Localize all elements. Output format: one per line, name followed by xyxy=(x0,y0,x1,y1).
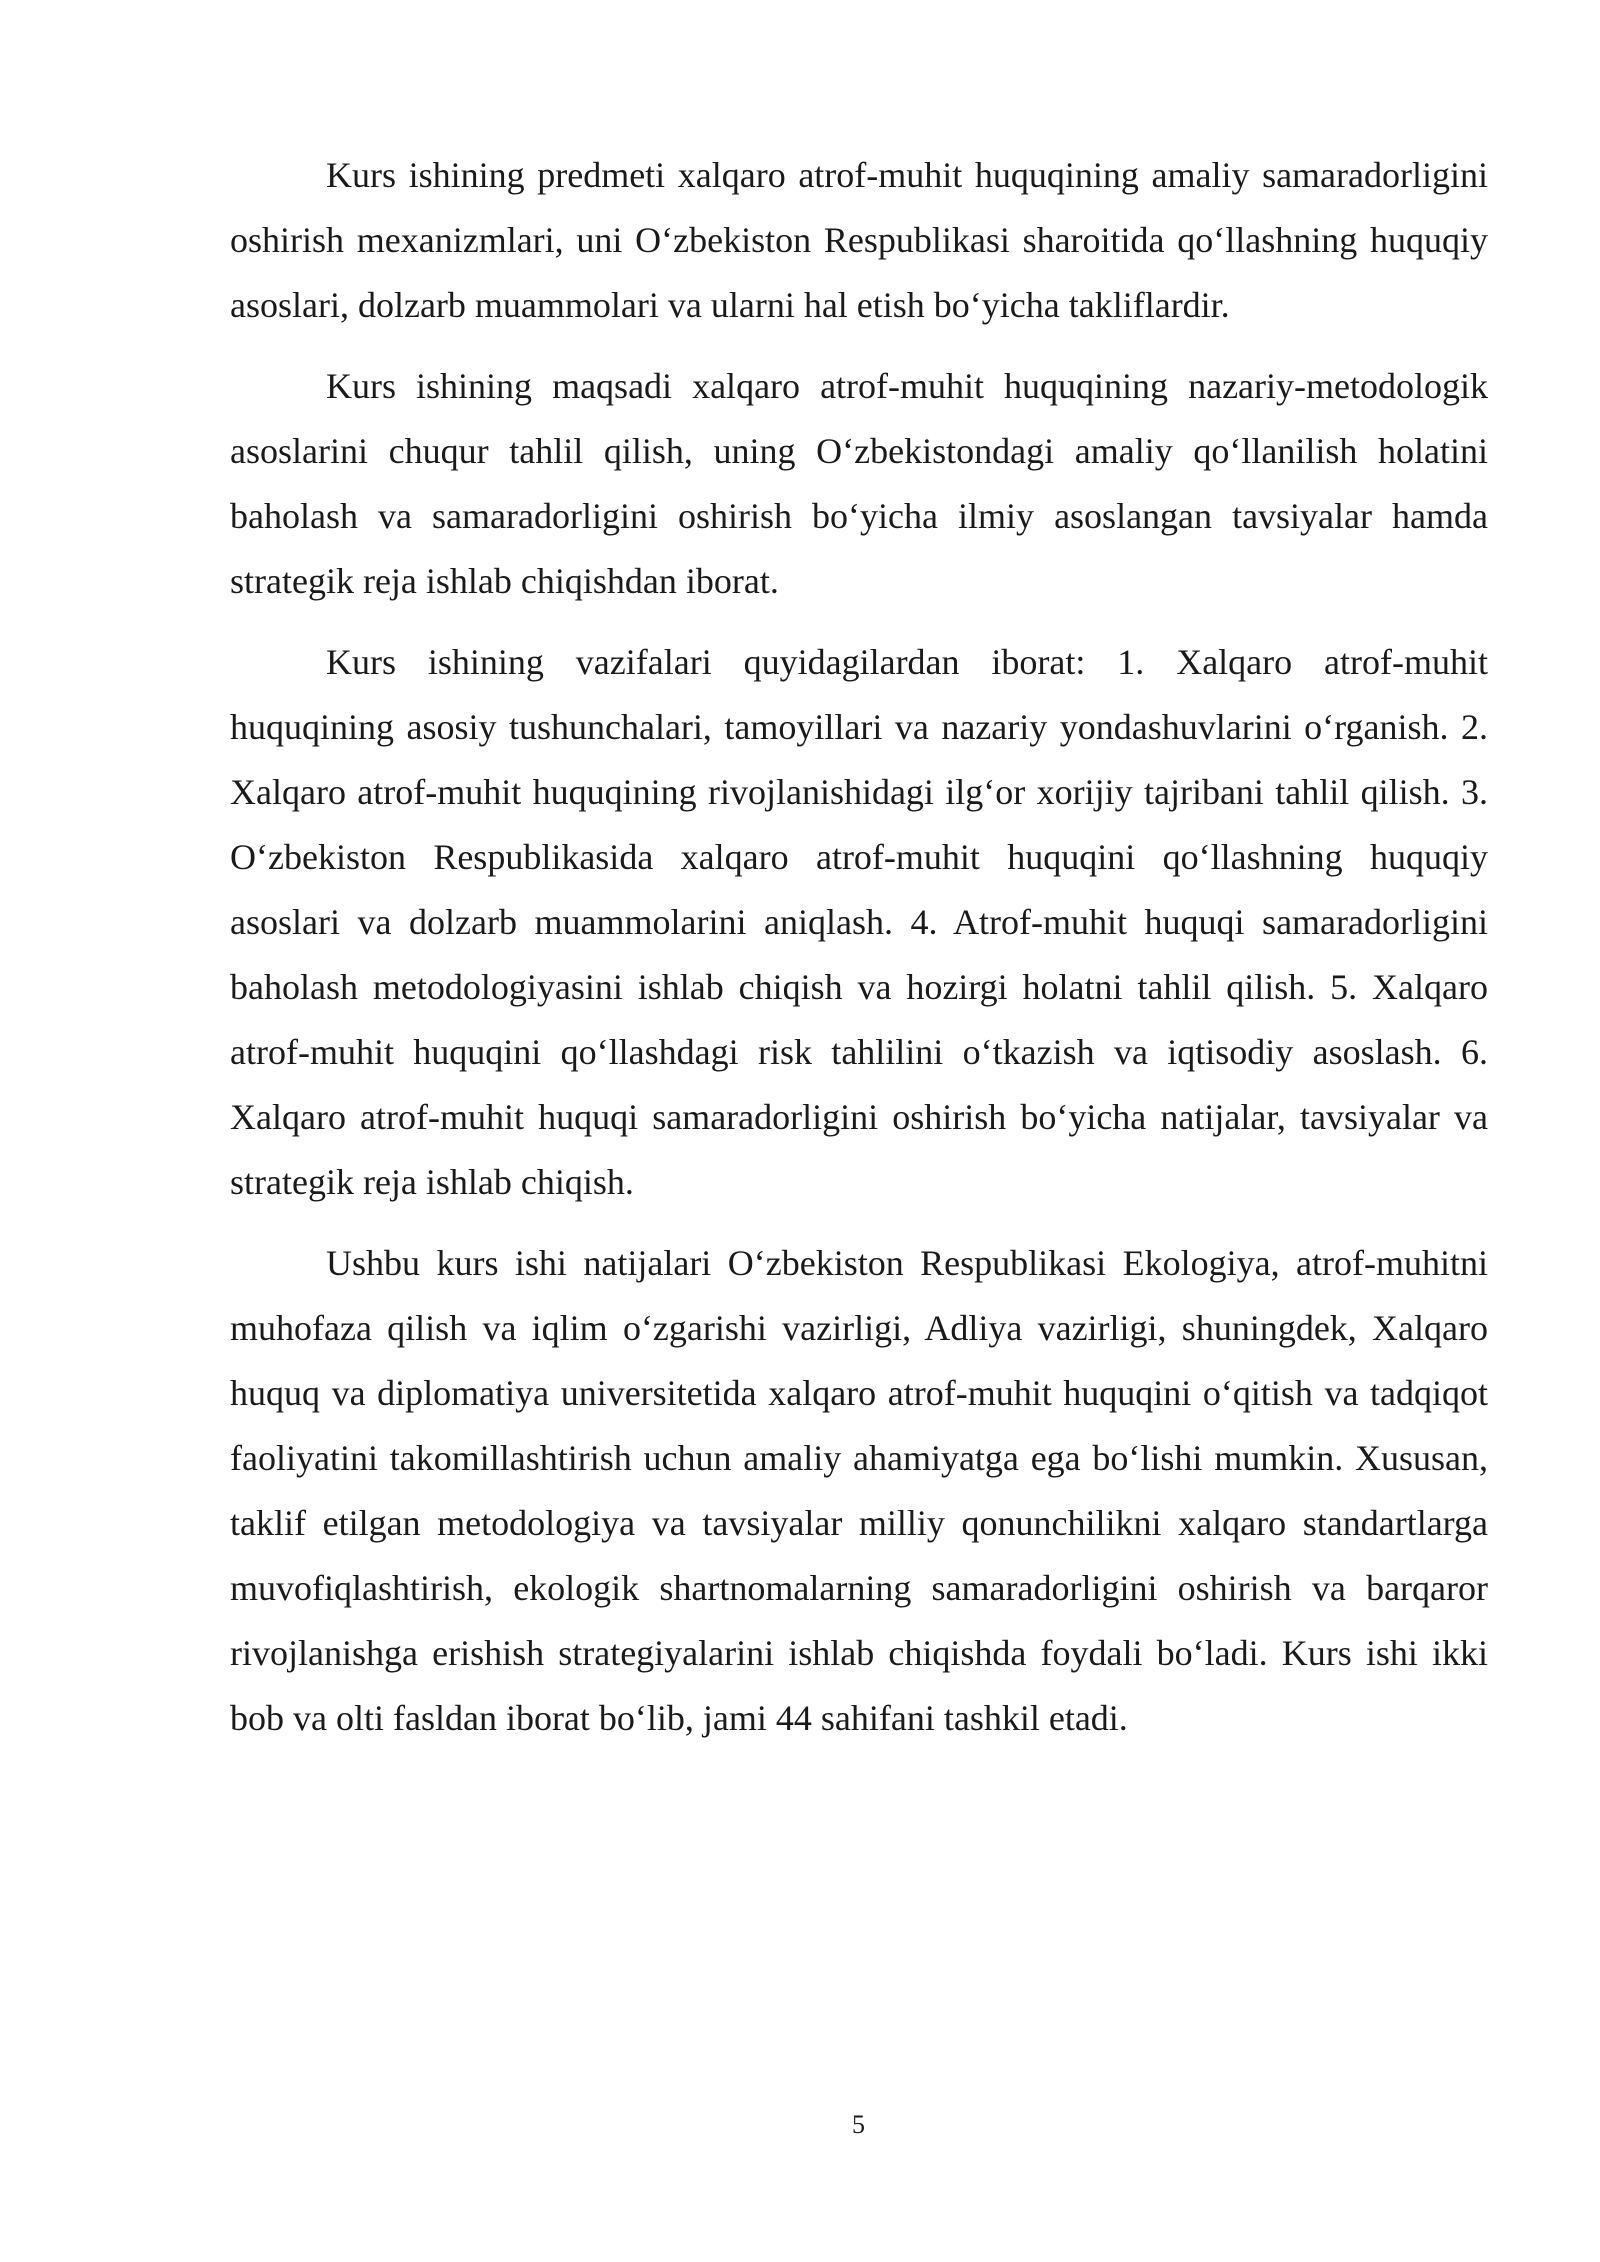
paragraph-subject: Kurs ishining predmeti xalqaro atrof-muhit huquqining amaliy samaradorligini oshirish mexanizmlari, uni O‘zbekiston Respublikasi sharoitida qo‘llashning huquqiy asoslari, dolzarb muammolari va ularni hal etish bo‘yicha takliflardir. xyxy=(230,155,1488,325)
paragraph-tasks: Kurs ishining vazifalari quyidagilardan iborat: 1. Xalqaro atrof-muhit huquqining asosiy tushunchalari, tamoyillari va nazariy yondashuvlarini o‘rganish. 2. Xalqaro atrof-muhit huquqining rivojlanishidagi ilg‘or xorijiy tajribani tahlil qilish. 3. O‘zbekiston Respublikasida xalqaro atrof-muhit huquqini qo‘llashning huquqiy asoslari va dolzarb muammolarini aniqlash. 4. Atrof-muhit huquqi samaradorligini baholash metodologiyasini ishlab chiqish va hozirgi holatni tahlil qilish. 5. Xalqaro atrof-muhit huquqini qo‘llashdagi risk tahlilini o‘tkazish va iqtisodiy asoslash. 6. Xalqaro atrof-muhit huquqi samaradorligini oshirish bo‘yicha natijalar, tavsiyalar va strategik reja ishlab chiqish. xyxy=(230,642,1488,1202)
page-number: 5 xyxy=(852,2110,865,2139)
paragraph-goal: Kurs ishining maqsadi xalqaro atrof-muhit huquqining nazariy-metodologik asoslarini chuqur tahlil qilish, uning O‘zbekistondagi amaliy qo‘llanilish holatini baholash va samaradorligini oshirish bo‘yicha ilmiy asoslangan tavsiyalar hamda strategik reja ishlab chiqishdan iborat. xyxy=(230,366,1488,601)
page-body xyxy=(230,143,1488,1767)
paragraph-significance: Ushbu kurs ishi natijalari O‘zbekiston Respublikasi Ekologiya, atrof-muhitni muhofaza qilish va iqlim o‘zgarishi vazirligi, Adliya vazirligi, shuningdek, Xalqaro huquq va diplomatiya universitetida xalqaro atrof-muhit huquqini o‘qitish va tadqiqot faoliyatini takomillashtirish uchun amaliy ahamiyatga ega bo‘lishi mumkin. Xususan, taklif etilgan metodologiya va tavsiyalar milliy qonunchilikni xalqaro standartlarga muvofiqlashtirish, ekologik shartnomalarning samaradorligini oshirish va barqaror rivojlanishga erishish strategiyalarini ishlab chiqishda foydali bo‘ladi. Kurs ishi ikki bob va olti fasldan iborat bo‘lib, jami 44 sahifani tashkil etadi. xyxy=(230,1243,1488,1738)
